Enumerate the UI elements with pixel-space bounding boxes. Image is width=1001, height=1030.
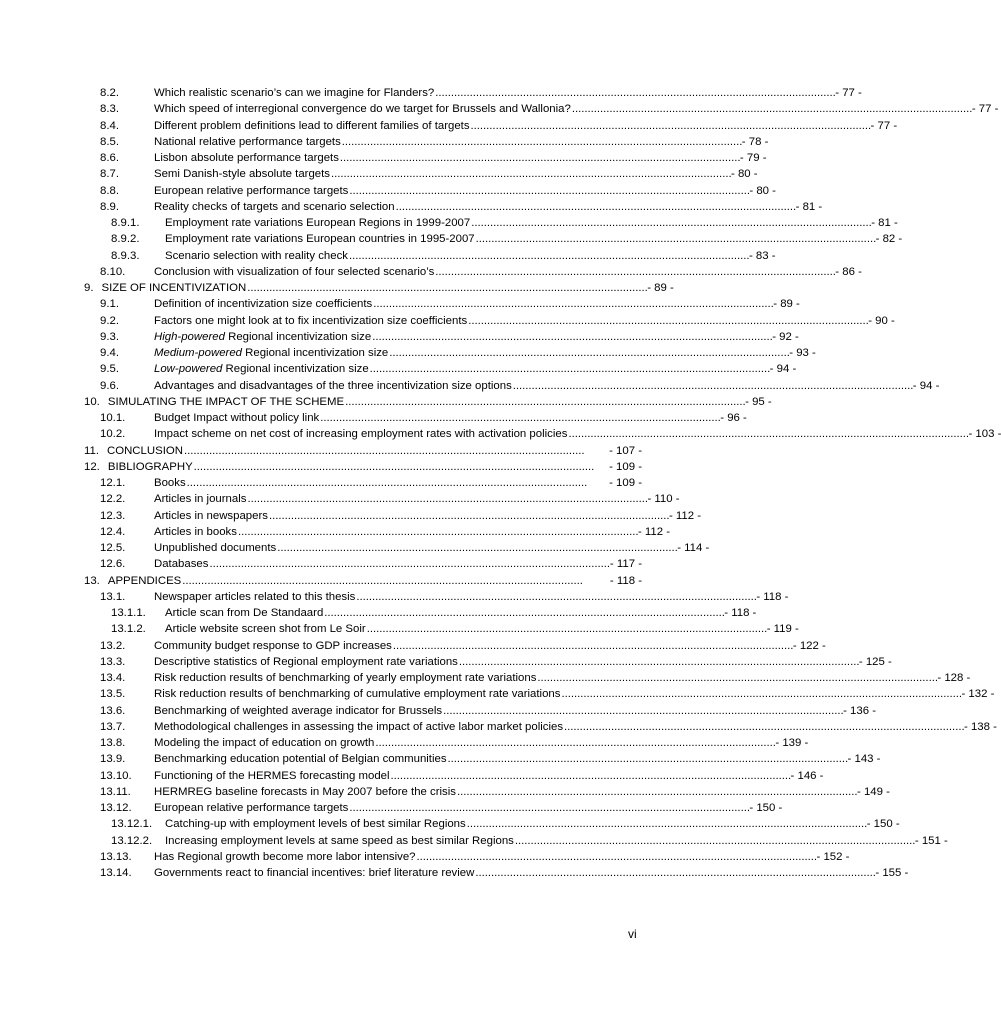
- toc-leader-dots: [564, 719, 963, 735]
- toc-entry-title-emphasis: Low-powered: [154, 363, 223, 376]
- toc-entry-page: - 82 -: [875, 233, 903, 246]
- toc-leader-dots: [568, 426, 967, 442]
- toc-entry-title-text: Benchmarking education potential of Belgian communities: [154, 753, 447, 766]
- toc-entry-title: [108, 573, 181, 589]
- toc-entry-number: 12.4.: [100, 525, 126, 538]
- toc-leader-dots: [457, 784, 856, 800]
- toc-entry[interactable]: [84, 280, 674, 296]
- toc-entry-page: - 112 -: [637, 525, 671, 538]
- toc-entry-title-text: Regional incentivization size: [242, 347, 389, 359]
- toc-leader-dots: [238, 524, 637, 540]
- toc-entry-page: - 83 -: [748, 249, 776, 262]
- toc-entry-title: [154, 183, 348, 199]
- toc-entry-number: 13.10.: [100, 769, 132, 782]
- toc-leader-dots: [331, 166, 730, 182]
- toc-entry-number: 8.2.: [100, 87, 119, 99]
- toc-entry-number: 9.1.: [100, 298, 119, 311]
- toc-entry-title-text: SIZE OF INCENTIVIZATION: [101, 282, 247, 294]
- toc-entry[interactable]: [84, 573, 642, 589]
- toc-entry-number: 12.1.: [100, 477, 126, 489]
- toc-entry-number: 8.6.: [100, 152, 119, 164]
- toc-entry-number: 8.10.: [100, 265, 126, 278]
- toc-entry-title: [165, 248, 348, 264]
- toc-entry-title: [154, 784, 456, 800]
- toc-leader-dots: [393, 638, 792, 654]
- toc-entry-number: 8.4.: [100, 119, 119, 132]
- toc-entry-page: - 77 -: [971, 103, 999, 116]
- toc-entry-title-text: Employment rate variations European countries in 1995-2007: [165, 233, 475, 246]
- toc-entry-title: [154, 751, 447, 767]
- toc-leader-dots: [349, 800, 748, 816]
- toc-entry-page: - 146 -: [790, 769, 824, 782]
- toc-entry-page: - 138 -: [964, 720, 997, 733]
- toc-entry-title: [154, 134, 341, 150]
- toc-entry-title-text: APPENDICES: [107, 574, 182, 587]
- toc-entry-number: 10.1.: [100, 412, 126, 424]
- toc-entry-title-text: SIMULATING THE IMPACT OF THE SCHEME: [107, 395, 345, 408]
- toc-entry-title: [154, 524, 237, 540]
- toc-leader-dots: [342, 134, 741, 150]
- toc-leader-dots: [356, 589, 755, 605]
- toc-entry-number: 13.9.: [100, 753, 126, 766]
- toc-entry[interactable]: [84, 329, 799, 345]
- toc-leader-dots: [515, 833, 914, 849]
- toc-entry-page: - 132 -: [961, 688, 995, 701]
- toc-entry-title-text: Benchmarking of weighted average indicator for Brussels: [154, 704, 443, 717]
- toc-entry-title-text: Risk reduction results of benchmarking of yearly employment rate variations: [154, 672, 537, 684]
- toc-leader-dots: [247, 280, 646, 296]
- toc-leader-dots: [448, 751, 847, 767]
- toc-entry-title-text: Articles in books: [154, 525, 237, 538]
- toc-entry-number: 13.1.1.: [111, 607, 146, 619]
- toc-entry[interactable]: [84, 833, 948, 849]
- page-number: vi: [628, 927, 637, 941]
- toc-entry-title-text: Regional incentivization size: [222, 363, 369, 376]
- toc-leader-dots: [367, 621, 766, 637]
- toc-entry-title-text: Definition of incentivization size coefficients: [154, 298, 373, 311]
- toc-entry-number: 13.12.2.: [111, 834, 153, 847]
- toc-leader-dots: [561, 686, 960, 702]
- toc-entry[interactable]: [84, 443, 642, 459]
- toc-entry-page: - 118 -: [724, 607, 757, 619]
- toc-leader-dots: [209, 556, 608, 572]
- toc-entry-title: [154, 654, 458, 670]
- toc-leader-dots: [417, 849, 816, 865]
- toc-entry-title-text: European relative performance targets: [154, 184, 349, 197]
- toc-entry-title: [154, 426, 567, 442]
- toc-entry-number: 13.: [84, 574, 100, 587]
- toc-entry-title-text: Newspaper articles related to this thesis: [154, 590, 356, 603]
- toc-entry-title-text: Which speed of interregional convergence do we target for Brussels and Wallonia?: [154, 103, 571, 116]
- toc-entry-page: - 151 -: [914, 834, 948, 847]
- toc-entry[interactable]: [84, 670, 971, 686]
- toc-entry-title-text: HERMREG baseline forecasts in May 2007 before the crisis: [154, 785, 456, 798]
- toc-entry[interactable]: [84, 784, 890, 800]
- toc-entry-number: 13.7.: [100, 720, 126, 733]
- toc-entry-page: - 107 -: [609, 444, 642, 457]
- toc-entry-title-text: Different problem definitions lead to different families of targets: [154, 119, 470, 132]
- toc-entry-title-text: Increasing employment levels at same speed as best similar Regions: [165, 834, 514, 847]
- toc-entry-page: - 81 -: [795, 200, 823, 213]
- toc-leader-dots: [187, 475, 608, 491]
- toc-entry[interactable]: [84, 768, 824, 784]
- toc-entry-page: - 94 -: [769, 363, 797, 376]
- toc-entry-page: - 80 -: [731, 168, 758, 181]
- toc-entry-title-text: Factors one might look at to fix incentivization size coefficients: [154, 314, 468, 327]
- toc-entry[interactable]: [84, 166, 758, 182]
- toc-entry-number: 8.3.: [100, 103, 119, 116]
- toc-entry-page: - 94 -: [912, 379, 940, 392]
- toc-entry[interactable]: [84, 589, 789, 605]
- toc-entry[interactable]: [84, 394, 772, 410]
- toc-entry-title: [165, 605, 323, 621]
- toc-entry-title: [154, 638, 392, 654]
- toc-leader-dots: [435, 264, 834, 280]
- toc-entry-number: 13.3.: [100, 655, 126, 668]
- toc-entry-title: [165, 833, 514, 849]
- toc-entry-title: [154, 475, 186, 491]
- toc-entry-title-text: Books: [154, 477, 186, 489]
- toc-entry-page: - 80 -: [749, 184, 776, 197]
- toc-entry-title: [107, 443, 183, 459]
- toc-entry-title: [154, 329, 371, 345]
- toc-entry-title: [108, 459, 193, 475]
- toc-leader-dots: [391, 768, 790, 784]
- toc-entry[interactable]: [84, 313, 895, 329]
- toc-entry[interactable]: [84, 621, 799, 637]
- toc-entry-title-text: National relative performance targets: [154, 135, 341, 148]
- toc-entry[interactable]: [84, 556, 642, 572]
- toc-entry-page: - 122 -: [792, 639, 826, 652]
- toc-entry-title: [154, 865, 474, 881]
- toc-entry-title-text: European relative performance targets: [154, 802, 349, 814]
- toc-entry-page: - 150 -: [866, 818, 900, 831]
- toc-entry[interactable]: [84, 540, 710, 556]
- toc-entry-page: - 143 -: [847, 753, 881, 766]
- toc-entry-title: [154, 540, 276, 556]
- toc-entry-title: [154, 768, 390, 784]
- toc-entry[interactable]: [84, 426, 1001, 442]
- toc-entry[interactable]: [84, 605, 757, 621]
- toc-entry-title-text: Scenario selection with reality check: [165, 249, 348, 262]
- toc-entry[interactable]: [84, 865, 909, 881]
- toc-entry[interactable]: [84, 686, 995, 702]
- toc-entry-title: [154, 85, 434, 101]
- toc-entry-title-text: Conclusion with visualization of four selected scenario’s: [154, 265, 435, 278]
- toc-entry-title: [154, 313, 467, 329]
- toc-entry-number: 8.9.2.: [111, 233, 140, 246]
- toc-entry-page: - 77 -: [870, 119, 898, 132]
- toc-entry-number: 8.7.: [100, 168, 119, 181]
- toc-entry-page: - 149 -: [856, 785, 890, 798]
- toc-entry-title-text: Article website screen shot from Le Soir: [165, 623, 366, 636]
- toc-entry-number: 9.: [84, 282, 94, 294]
- toc-entry-title-text: CONCLUSION: [107, 444, 183, 457]
- toc-entry-title: [154, 199, 395, 215]
- toc-entry[interactable]: [84, 296, 800, 312]
- toc-entry-title-text: Article scan from De Standaard: [165, 607, 324, 619]
- toc-entry-title: [165, 816, 466, 832]
- toc-entry-title: [154, 556, 208, 572]
- toc-leader-dots: [389, 345, 788, 361]
- toc-entry-title-text: Unpublished documents: [154, 542, 277, 554]
- toc-entry-page: - 125 -: [858, 655, 892, 668]
- toc-entry-page: - 110 -: [647, 493, 680, 506]
- toc-entry-title-text: Community budget response to GDP increases: [154, 639, 392, 652]
- toc-leader-dots: [324, 605, 723, 621]
- toc-entry-number: 8.9.1.: [111, 217, 140, 229]
- toc-leader-dots: [349, 183, 748, 199]
- toc-entry[interactable]: [84, 118, 898, 134]
- toc-entry-number: 9.3.: [100, 330, 119, 343]
- toc-entry-page: - 150 -: [749, 802, 783, 814]
- toc-entry-page: - 139 -: [775, 737, 809, 749]
- toc-entry-page: - 96 -: [720, 412, 747, 424]
- toc-entry-title: [108, 394, 344, 410]
- toc-entry[interactable]: [84, 150, 767, 166]
- toc-entry-number: 12.5.: [100, 542, 126, 554]
- toc-entry-title: [154, 491, 246, 507]
- toc-entry-title: [154, 378, 512, 394]
- toc-entry-number: 13.8.: [100, 737, 126, 749]
- toc-entry-title: [102, 280, 247, 296]
- toc-entry-page: - 136 -: [843, 704, 877, 717]
- toc-entry[interactable]: [84, 459, 642, 475]
- toc-leader-dots: [537, 670, 936, 686]
- toc-entry-page: - 77 -: [835, 87, 862, 99]
- toc-entry-number: 12.6.: [100, 558, 126, 571]
- toc-entry-number: 13.11.: [100, 785, 131, 798]
- toc-entry[interactable]: [84, 410, 747, 426]
- toc-entry-number: 8.8.: [100, 184, 119, 197]
- toc-leader-dots: [349, 248, 748, 264]
- toc-entry-number: 8.9.3.: [111, 249, 140, 262]
- toc-entry-number: 13.5.: [100, 688, 126, 701]
- toc-leader-dots: [320, 410, 719, 426]
- toc-leader-dots: [269, 508, 668, 524]
- toc-entry[interactable]: [84, 183, 776, 199]
- toc-entry-title-text: Budget Impact without policy link: [154, 412, 320, 424]
- toc-entry-number: 9.4.: [100, 347, 119, 359]
- toc-entry[interactable]: [84, 264, 862, 280]
- toc-entry-title: [154, 166, 330, 182]
- toc-entry-title-text: Methodological challenges in assessing the impact of active labor market policies: [154, 720, 564, 733]
- toc-entry-title-text: Catching-up with employment levels of best similar Regions: [165, 818, 466, 831]
- toc-entry-page: - 95 -: [745, 395, 772, 408]
- toc-entry[interactable]: [84, 345, 816, 361]
- toc-entry[interactable]: [84, 134, 769, 150]
- toc-entry-page: - 119 -: [766, 623, 799, 636]
- toc-entry-page: - 152 -: [816, 850, 850, 863]
- toc-entry-title-text: BIBLIOGRAPHY: [107, 460, 193, 473]
- toc-entry-title: [154, 410, 319, 426]
- toc-entry-title: [154, 361, 369, 377]
- toc-entry-page: - 109 -: [609, 460, 642, 473]
- toc-entry[interactable]: [84, 231, 903, 247]
- toc-entry-number: 13.1.2.: [111, 623, 146, 636]
- toc-entry-title: [154, 118, 470, 134]
- toc-entry-title: [154, 589, 355, 605]
- toc-entry-page: - 89 -: [773, 298, 800, 311]
- table-of-contents: [84, 85, 1001, 881]
- toc-entry-number: 9.6.: [100, 379, 119, 392]
- toc-entry-number: 12.2.: [100, 493, 126, 506]
- toc-entry-page: - 79 -: [739, 152, 767, 164]
- toc-entry-page: - 86 -: [835, 265, 862, 278]
- toc-leader-dots: [247, 491, 646, 507]
- toc-leader-dots: [476, 231, 875, 247]
- toc-entry-title-text: Advantages and disadvantages of the three incentivization size options: [154, 379, 512, 392]
- toc-entry-title-text: Articles in newspapers: [154, 509, 268, 522]
- toc-entry-number: 12.3.: [100, 509, 126, 522]
- toc-entry-title: [154, 849, 416, 865]
- toc-entry[interactable]: [84, 475, 642, 491]
- toc-entry-number: 13.12.: [100, 802, 132, 814]
- toc-entry-title-text: Reality checks of targets and scenario selection: [154, 200, 395, 213]
- toc-entry-title: [154, 150, 339, 166]
- toc-entry[interactable]: [84, 849, 850, 865]
- toc-leader-dots: [372, 329, 771, 345]
- toc-entry-title: [154, 800, 348, 816]
- toc-entry[interactable]: [84, 735, 809, 751]
- toc-entry-page: - 92 -: [772, 330, 799, 343]
- toc-entry[interactable]: [84, 654, 892, 670]
- toc-leader-dots: [345, 394, 744, 410]
- toc-leader-dots: [572, 101, 971, 117]
- toc-entry-number: 9.2.: [100, 314, 119, 327]
- toc-entry-title: [165, 215, 470, 231]
- toc-entry-title-text: Lisbon absolute performance targets: [154, 152, 339, 164]
- toc-entry[interactable]: [84, 703, 877, 719]
- toc-entry[interactable]: [84, 816, 900, 832]
- toc-entry-title-text: Impact scheme on net cost of increasing employment rates with activation policies: [154, 428, 568, 441]
- toc-entry-page: - 78 -: [741, 135, 769, 148]
- toc-leader-dots: [513, 378, 912, 394]
- toc-entry-page: - 118 -: [609, 574, 642, 587]
- toc-leader-dots: [182, 573, 609, 589]
- toc-entry-number: 11.: [84, 444, 99, 457]
- toc-leader-dots: [277, 540, 676, 556]
- toc-entry[interactable]: [84, 215, 898, 231]
- toc-entry-number: 8.5.: [100, 135, 119, 148]
- toc-entry[interactable]: [84, 638, 826, 654]
- toc-leader-dots: [370, 361, 769, 377]
- toc-entry-page: - 93 -: [789, 347, 816, 359]
- toc-entry-number: 13.6.: [100, 704, 126, 717]
- toc-entry[interactable]: [84, 199, 823, 215]
- toc-entry-page: - 81 -: [871, 217, 898, 229]
- toc-entry-title: [154, 345, 388, 361]
- toc-entry-title-text: Which realistic scenario’s can we imagine for Flanders?: [154, 87, 435, 99]
- toc-entry-title-text: Functioning of the HERMES forecasting model: [154, 769, 390, 782]
- toc-leader-dots: [375, 735, 774, 751]
- toc-entry-page: - 128 -: [937, 672, 971, 684]
- toc-entry-title-text: Employment rate variations European Regions in 1999-2007: [165, 217, 471, 229]
- toc-leader-dots: [340, 150, 739, 166]
- toc-entry-title: [154, 735, 374, 751]
- toc-entry-number: 13.13.: [100, 850, 132, 863]
- toc-entry-page: - 89 -: [647, 282, 674, 294]
- toc-entry-title-emphasis: Medium-powered: [154, 347, 242, 359]
- toc-entry-page: - 117 -: [609, 558, 642, 571]
- toc-leader-dots: [184, 443, 608, 459]
- toc-entry-number: 10.2.: [100, 428, 126, 441]
- toc-entry-number: 13.12.1.: [111, 818, 153, 831]
- toc-leader-dots: [475, 865, 874, 881]
- toc-entry-title-text: Articles in journals: [154, 493, 247, 506]
- toc-entry-title-text: Has Regional growth become more labor intensive?: [154, 850, 416, 863]
- toc-entry-number: 9.5.: [100, 363, 119, 376]
- toc-leader-dots: [471, 215, 870, 231]
- toc-entry-page: - 114 -: [677, 542, 710, 554]
- toc-entry-title: [154, 703, 442, 719]
- toc-leader-dots: [459, 654, 858, 670]
- toc-entry-title: [154, 101, 571, 117]
- toc-entry[interactable]: [84, 85, 862, 101]
- toc-entry-page: - 103 -: [968, 428, 1001, 441]
- toc-leader-dots: [443, 703, 842, 719]
- toc-entry-title: [154, 296, 372, 312]
- toc-entry[interactable]: [84, 361, 797, 377]
- toc-entry-page: - 155 -: [875, 867, 909, 879]
- toc-entry[interactable]: [84, 508, 702, 524]
- toc-entry[interactable]: [84, 101, 999, 117]
- toc-entry-title-text: Modeling the impact of education on growth: [154, 737, 375, 749]
- toc-leader-dots: [467, 816, 866, 832]
- toc-entry-title-text: Risk reduction results of benchmarking of cumulative employment rate variations: [154, 688, 561, 701]
- toc-entry[interactable]: [84, 378, 940, 394]
- toc-entry-title: [165, 621, 366, 637]
- toc-entry-page: - 90 -: [868, 314, 895, 327]
- toc-entry-number: 13.14.: [100, 867, 132, 879]
- toc-entry-title-text: Semi Danish-style absolute targets: [154, 168, 331, 181]
- toc-entry-title-text: Regional incentivization size: [224, 330, 372, 343]
- toc-entry-page: - 109 -: [609, 477, 642, 489]
- toc-entry-title-emphasis: High-powered: [154, 330, 225, 343]
- toc-entry-title: [165, 231, 475, 247]
- toc-entry[interactable]: [84, 524, 671, 540]
- toc-entry[interactable]: [84, 248, 776, 264]
- toc-entry-title: [154, 670, 536, 686]
- toc-entry[interactable]: [84, 751, 881, 767]
- toc-entry-page: - 112 -: [668, 509, 702, 522]
- toc-entry-title-text: Governments react to financial incentives: brief literature review: [154, 867, 475, 879]
- toc-entry-title: [154, 686, 560, 702]
- toc-entry-number: 13.1.: [100, 590, 126, 603]
- toc-entry-title: [154, 264, 434, 280]
- toc-leader-dots: [435, 85, 834, 101]
- toc-entry-number: 13.2.: [100, 639, 126, 652]
- toc-entry-page: - 118 -: [756, 590, 789, 603]
- toc-leader-dots: [468, 313, 867, 329]
- toc-leader-dots: [396, 199, 795, 215]
- toc-entry-title-text: Descriptive statistics of Regional employment rate variations: [154, 655, 458, 668]
- toc-leader-dots: [471, 118, 870, 134]
- toc-entry-title: [154, 508, 268, 524]
- toc-entry-number: 10.: [84, 395, 100, 408]
- toc-entry[interactable]: [84, 719, 997, 735]
- toc-entry-title-text: Databases: [154, 558, 209, 571]
- toc-entry[interactable]: [84, 491, 680, 507]
- toc-entry-title: [154, 719, 563, 735]
- toc-entry-number: 13.4.: [100, 672, 126, 684]
- toc-entry-number: 12.: [84, 460, 100, 473]
- toc-leader-dots: [373, 296, 772, 312]
- toc-entry[interactable]: [84, 800, 783, 816]
- toc-leader-dots: [194, 459, 608, 475]
- toc-entry-number: 8.9.: [100, 200, 119, 213]
